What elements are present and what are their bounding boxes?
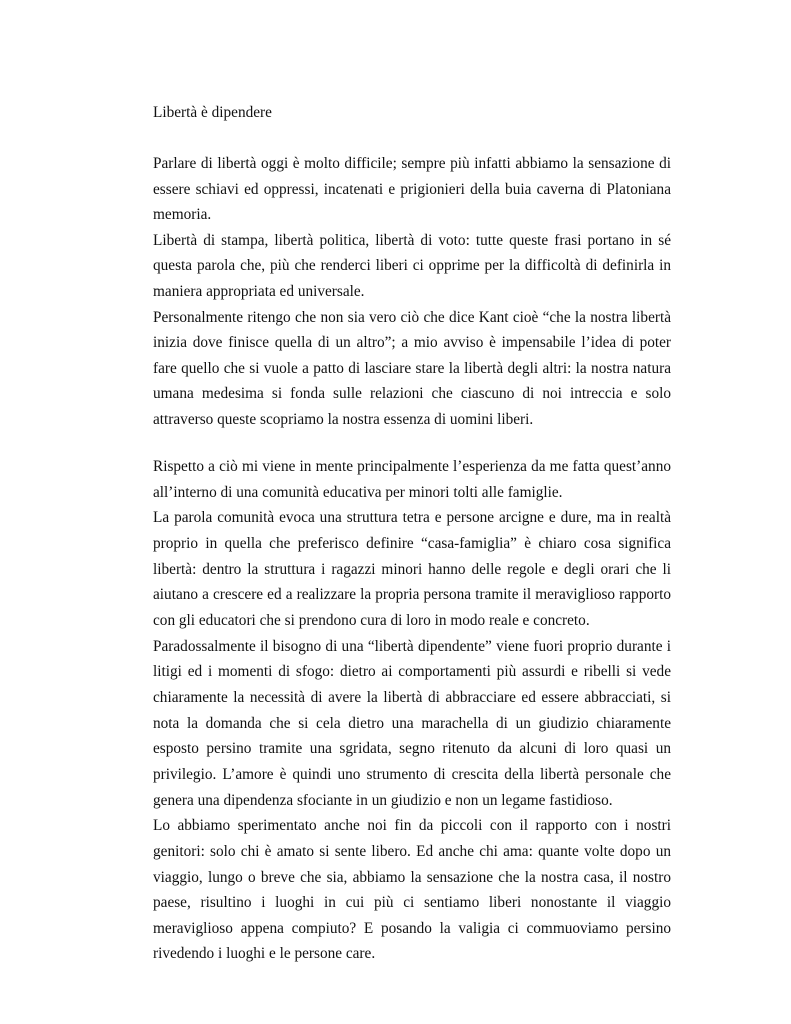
section-2 [153, 454, 671, 967]
document-title: Libertà è dipendere [153, 104, 272, 121]
paragraph: Rispetto a ciò mi viene in mente principalmente l’esperienza da me fatta quest’anno all’interno di una comunità educativa per minori tolti alle famiglie. [153, 458, 671, 501]
paragraph: La parola comunità evoca una struttura tetra e persone arcigne e dure, ma in realtà proprio in quella che preferisco definire “casa-famiglia” è chiaro cosa significa libertà: dentro la struttura i ragazzi minori hanno delle regole e degli orari che li aiutano a crescere ed a realizzare la propria persona tramite il meraviglioso rapporto con gli educatori che si prendono cura di loro in modo reale e concreto. [153, 509, 671, 629]
paragraph: Libertà di stampa, libertà politica, libertà di voto: tutte queste frasi portano in sé questa parola che, più che renderci liberi ci opprime per la difficoltà di definirla in maniera appropriata ed universale. [153, 231, 671, 300]
section-1 [153, 151, 671, 433]
paragraph: Personalmente ritengo che non sia vero ciò che dice Kant cioè “che la nostra libertà inizia dove finisce quella di un altro”; a mio avviso è impensabile l’idea di poter fare quello che si vuole a patto di lasciare stare la libertà degli altri: la nostra natura umana medesima si fonda sulle relazioni che ciascuno di noi intreccia e solo attraverso queste scopriamo la nostra essenza di uomini liberi. [153, 308, 671, 428]
paragraph: Paradossalmente il bisogno di una “libertà dipendente” viene fuori proprio durante i litigi ed i momenti di sfogo: dietro ai comportamenti più assurdi e ribelli si vede chiaramente la necessità di avere la libertà di abbracciare ed essere abbracciati, si nota la domanda che si cela dietro una marachella di un giudizio chiaramente esposto persino tramite una sgridata, segno ritenuto da alcuni di loro quasi un privilegio. L’amore è quindi uno strumento di crescita della libertà personale che genera una dipendenza sfociante in un giudizio e non un legame fastidioso. [153, 637, 671, 809]
paragraph: Parlare di libertà oggi è molto difficile; sempre più infatti abbiamo la sensazione di essere schiavi ed oppressi, incatenati e prigionieri della buia caverna di Platoniana memoria. [153, 155, 671, 224]
paragraph: Lo abbiamo sperimentato anche noi fin da piccoli con il rapporto con i nostri genitori: solo chi è amato si sente libero. Ed anche chi ama: quante volte dopo un viaggio, lungo o breve che sia, abbiamo la sensazione che la nostra casa, il nostro paese, risultino i luoghi in cui più ci sentiamo liberi nonostante il viaggio meraviglioso appena compiuto? E posando la valigia ci commuoviamo persino rivedendo i luoghi e le persone care. [153, 817, 671, 963]
